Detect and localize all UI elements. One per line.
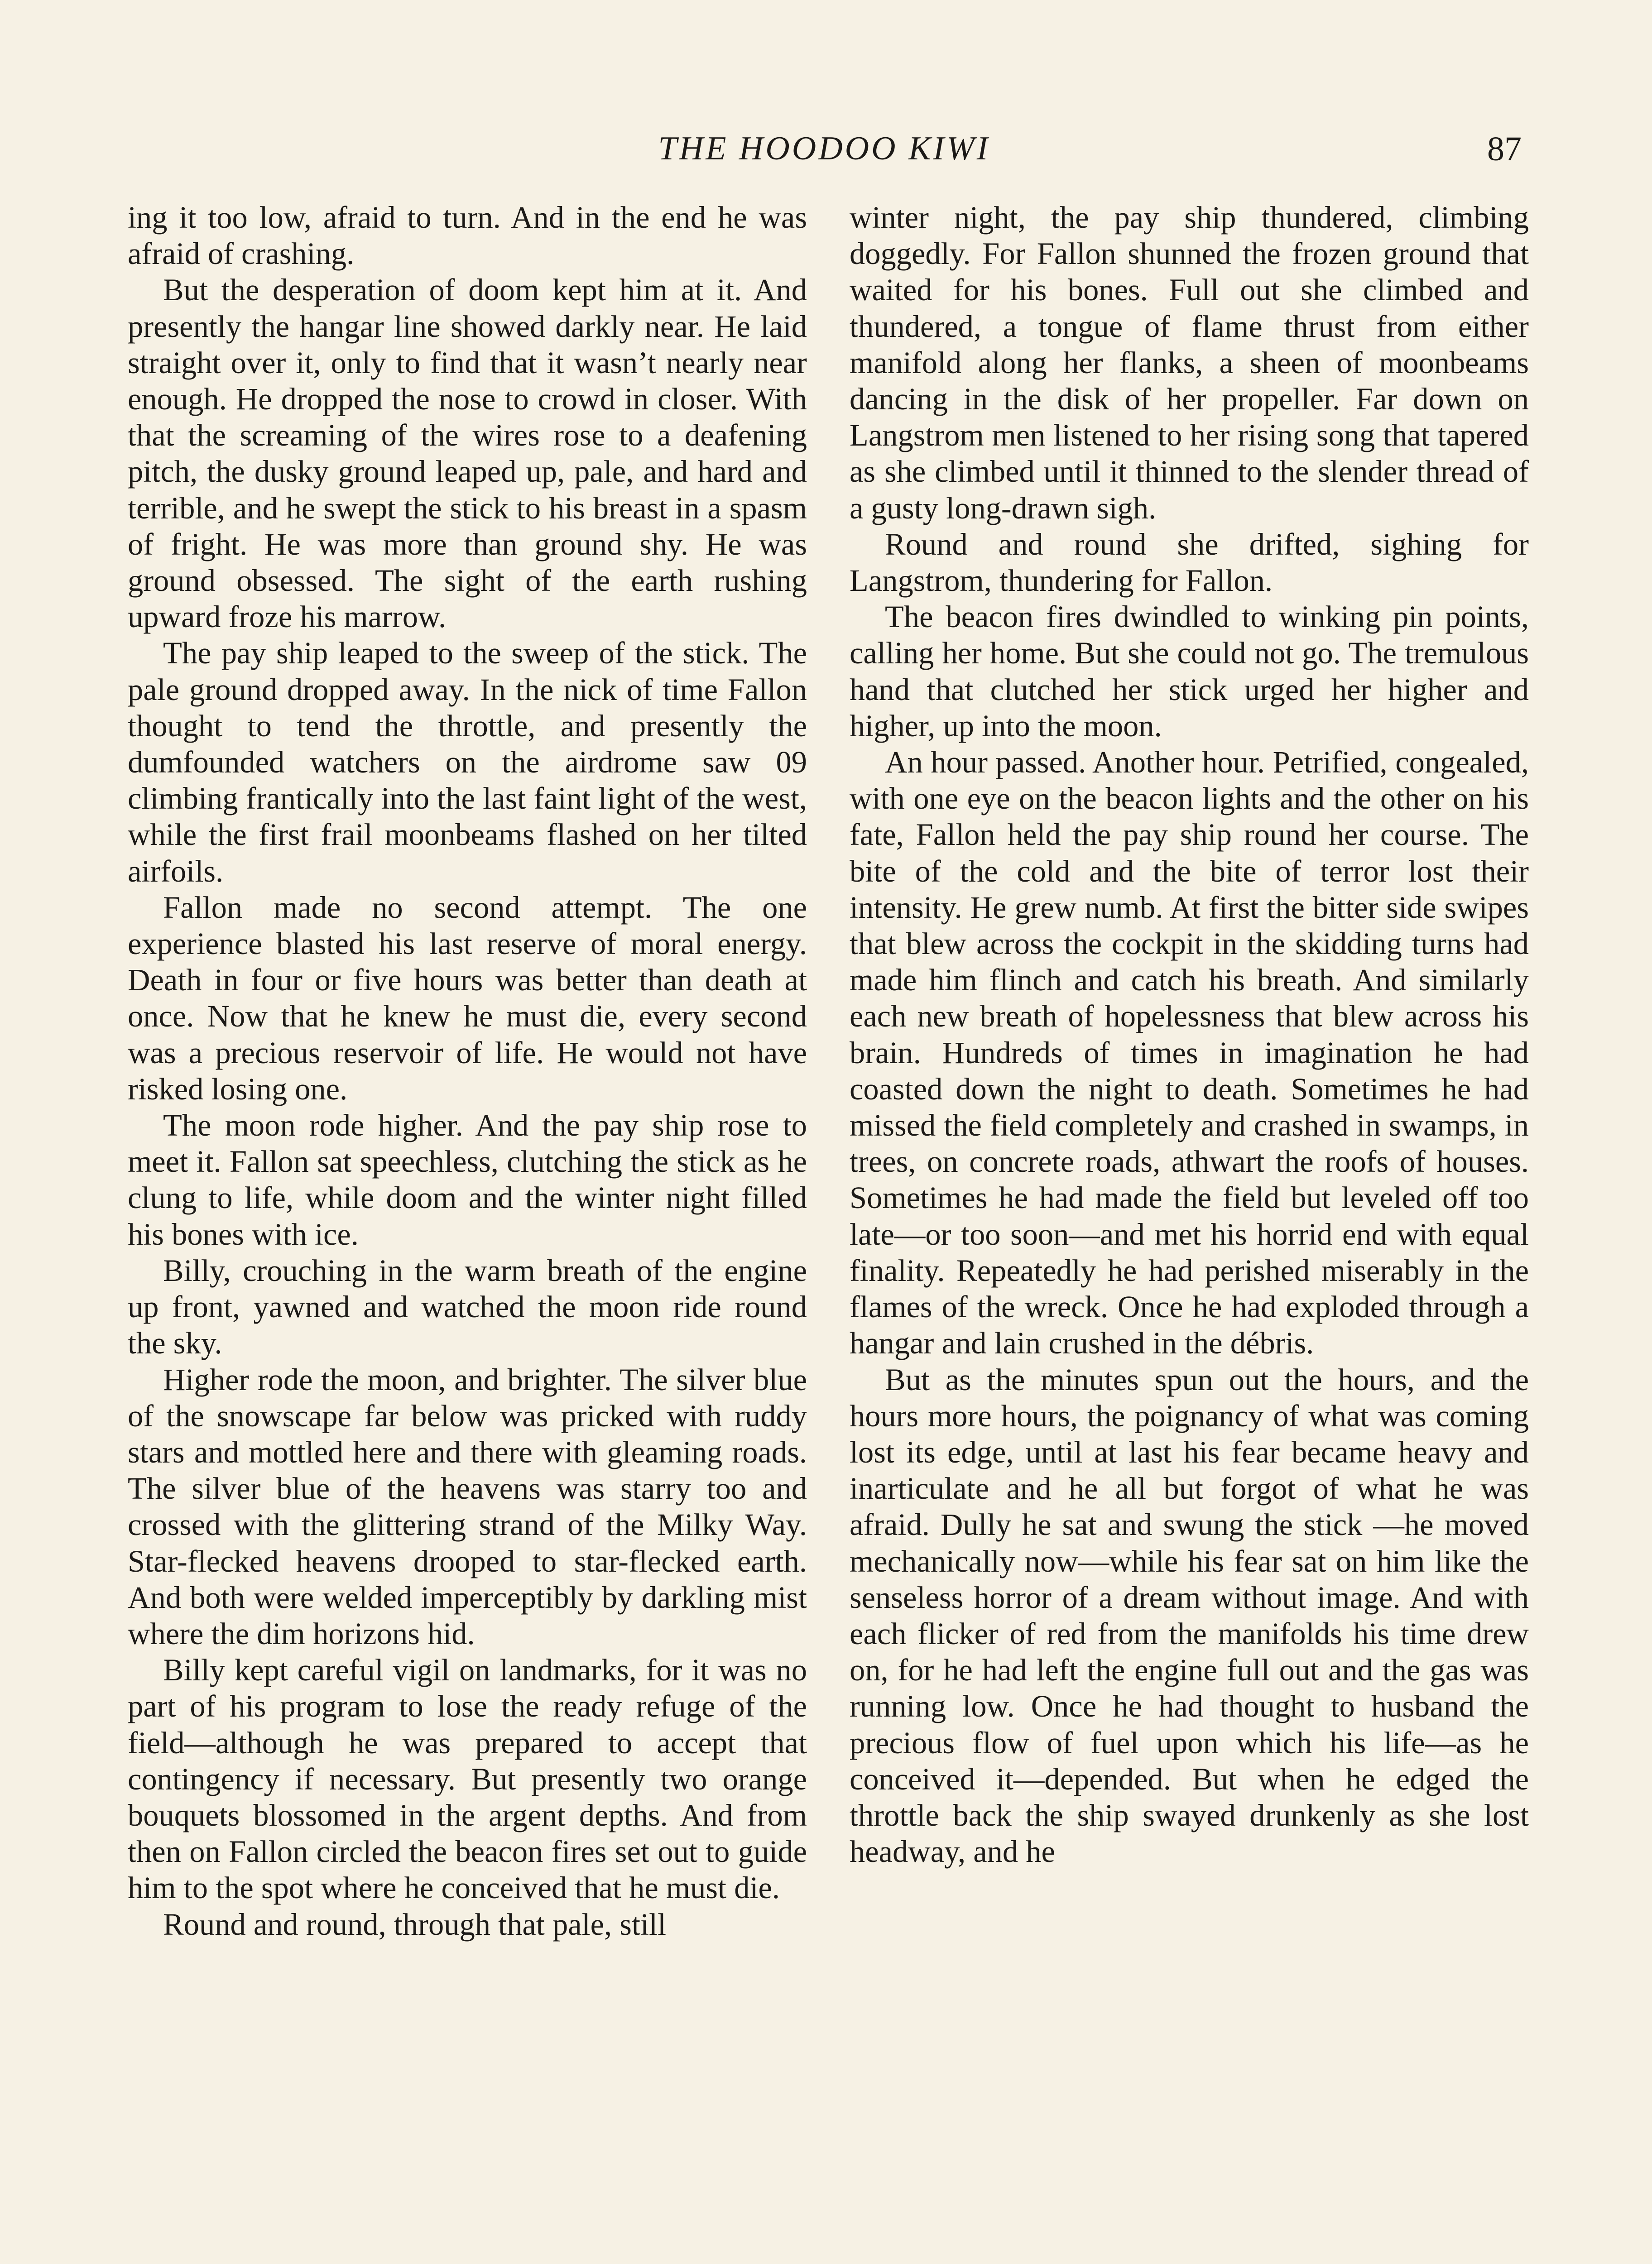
paragraph: The beacon fires dwindled to winking pin points, calling her home. But she could not go. The tremulous hand that clutched her stick urged her higher and higher, up into the moon.: [850, 600, 1529, 743]
running-title: THE HOODOO KIWI: [658, 130, 990, 167]
paragraph: But as the minutes spun out the hours, and the hours more hours, the poignancy of what was coming lost its edge, until at last his fear became heavy and inarticulate and he all but forgot of what he was afraid. Dully he sat and swung the stick —he moved mechanically now—while his fear sat on him like the senseless horror of a dream without image. And with each flicker of red from the manifolds his time drew on, for he had left the engine full out and the gas was running low. Once he had thought to husband the precious flow of fuel upon which his life—as he conceived it—depended. But when he edged the throttle back the ship swayed drunkenly as she lost headway, and he: [850, 1362, 1529, 1869]
paragraph: ing it too low, afraid to turn. And in the end he was afraid of crashing.: [128, 200, 807, 271]
paragraph: Billy, crouching in the warm breath of the engine up front, yawned and watched the moon ride round the sky.: [128, 1253, 807, 1361]
left-column: [128, 199, 807, 1943]
running-header: [127, 122, 1522, 177]
paragraph: The moon rode higher. And the pay ship rose to meet it. Fallon sat speechless, clutching the stick as he clung to life, while doom and the winter night filled his bones with ice.: [128, 1108, 807, 1252]
right-column: [850, 199, 1529, 1870]
paragraph: Billy kept careful vigil on landmarks, for it was no part of his program to lose the ready refuge of the field—although he was prepared to accept that contingency if necessary. But presently two orange bouquets blossomed in the argent depths. And from then on Fallon circled the beacon fires set out to guide him to the spot where he conceived that he must die.: [128, 1653, 807, 1905]
paragraph: Fallon made no second attempt. The one experience blasted his last reserve of moral energy. Death in four or five hours was better than death at once. Now that he knew he must die, every second was a precious reservoir of life. He would not have risked losing one.: [128, 890, 807, 1106]
paragraph: An hour passed. Another hour. Petrified, congealed, with one eye on the beacon lights and the other on his fate, Fallon held the pay ship round her course. The bite of the cold and the bite of terror lost their intensity. He grew numb. At first the bitter side swipes that blew across the cockpit in the skidding turns had made him flinch and catch his breath. And similarly each new breath of hopelessness that blew across his brain. Hundreds of times in imagination he had coasted down the night to death. Sometimes he had missed the field completely and crashed in swamps, in trees, on concrete roads, athwart the roofs of houses. Sometimes he had made the field but leveled off too late—or too soon—and met his horrid end with equal finality. Repeatedly he had perished miserably in the flames of the wreck. Once he had exploded through a hangar and lain crushed in the débris.: [850, 745, 1529, 1361]
paragraph: Round and round, through that pale, still: [163, 1907, 667, 1942]
paragraph: Higher rode the moon, and brighter. The silver blue of the snowscape far below was pricked with ruddy stars and mottled here and there with gleaming roads. The silver blue of the heavens was starry too and crossed with the glittering strand of the Milky Way. Star-flecked heavens drooped to star-flecked earth. And both were welded imperceptibly by darkling mist where the dim horizons hid.: [128, 1362, 807, 1651]
paragraph: The pay ship leaped to the sweep of the stick. The pale ground dropped away. In the nick of time Fallon thought to tend the throttle, and presently the dumfounded watchers on the airdrome saw 09 climbing frantically into the last faint light of the west, while the first frail moonbeams flashed on her tilted airfoils.: [128, 636, 807, 888]
page-number: 87: [1487, 130, 1522, 168]
paragraph: But the desperation of doom kept him at it. And presently the hangar line showed darkly near. He laid straight over it, only to find that it wasn’t nearly near enough. He dropped the nose to crowd in closer. With that the screaming of the wires rose to a deafening pitch, the dusky ground leaped up, pale, and hard and terrible, and he swept the stick to his breast in a spasm of fright. He was more than ground shy. He was ground obsessed. The sight of the earth rushing upward froze his marrow.: [128, 273, 807, 634]
paragraph: winter night, the pay ship thundered, climbing doggedly. For Fallon shunned the frozen ground that waited for his bones. Full out she climbed and thundered, a tongue of flame thrust from either manifold along her flanks, a sheen of moonbeams dancing in the disk of her propeller. Far down on Langstrom men listened to her rising song that tapered as she climbed until it thinned to the slender thread of a gusty long-drawn sigh.: [850, 200, 1529, 525]
paragraph: Round and round she drifted, sighing for Langstrom, thundering for Fallon.: [850, 527, 1529, 598]
